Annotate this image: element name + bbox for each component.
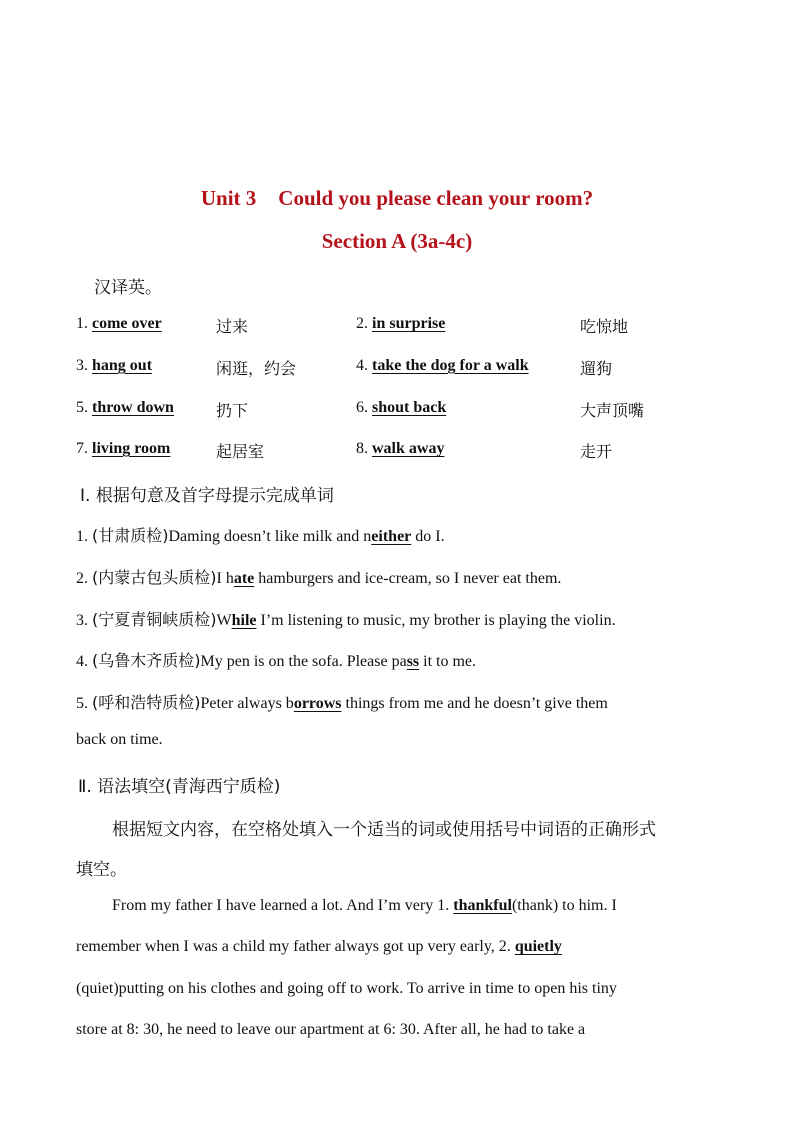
- unit-label: Unit 3: [200, 186, 257, 210]
- vocab-item: 4. take the dog for a walk: [356, 357, 529, 374]
- vocab-answer: throw down: [92, 399, 174, 416]
- vocab-item: 3. hang out: [76, 357, 153, 374]
- unit-title: [0, 186, 794, 211]
- passage-line: remember when I was a child my father always got up very early, 2. quietly: [76, 938, 562, 955]
- vocab-meaning: 走开: [580, 442, 613, 461]
- vocab-item: 1. come over: [76, 315, 162, 332]
- question-4: 4. (乌鲁木齐质检)My pen is on the sofa. Please pass it to me.: [76, 651, 477, 670]
- part2-heading: Ⅱ. 语法填空(青海西宁质检): [78, 777, 281, 797]
- question-5: 5. (呼和浩特质检)Peter always borrows things from me and he doesn’t give them: [76, 693, 608, 712]
- vocab-answer: shout back: [372, 399, 447, 416]
- answer: either: [371, 528, 412, 545]
- passage-line: From my father I have learned a lot. And I’m very 1. thankful(thank) to him. I: [112, 897, 617, 914]
- question-3: 3. (宁夏青铜峡质检)While I’m listening to music, my brother is playing the violin.: [76, 610, 616, 629]
- vocab-item: 6. shout back: [356, 399, 447, 416]
- passage-line: store at 8: 30, he need to leave our apartment at 6: 30. After all, he had to take a: [76, 1021, 586, 1038]
- vocab-meaning: 起居室: [216, 442, 265, 461]
- question-2: 2. (内蒙古包头质检)I hate hamburgers and ice-cream, so I never eat them.: [76, 568, 562, 587]
- vocab-answer: living room: [92, 440, 171, 457]
- vocab-answer: walk away: [372, 440, 445, 457]
- vocab-meaning: 扔下: [216, 401, 249, 420]
- vocab-item: 5. throw down: [76, 399, 174, 416]
- passage-line: (quiet)putting on his clothes and going off to work. To arrive in time to open his tiny: [76, 980, 617, 997]
- answer: hile: [231, 612, 257, 629]
- vocab-meaning: 吃惊地: [580, 317, 629, 336]
- answer: orrows: [293, 695, 342, 712]
- unit-question: Could you please clean your room?: [278, 186, 594, 210]
- question-5-continued: back on time.: [76, 731, 163, 748]
- vocab-item: 8. walk away: [356, 440, 445, 457]
- answer: ss: [406, 653, 420, 670]
- vocab-heading: 汉译英。: [94, 278, 162, 298]
- vocab-item: 2. in surprise: [356, 315, 446, 332]
- question-1: 1. (甘肃质检)Daming doesn’t like milk and neither do I.: [76, 526, 445, 545]
- vocab-item: 7. living room: [76, 440, 171, 457]
- vocab-answer: in surprise: [372, 315, 446, 332]
- answer: thankful: [453, 897, 512, 914]
- vocab-answer: come over: [92, 315, 162, 332]
- vocab-meaning: 过来: [216, 317, 249, 336]
- vocab-answer: hang out: [92, 357, 153, 374]
- part2-instruction-continued: 填空。: [76, 860, 127, 880]
- vocab-answer: take the dog for a walk: [372, 357, 529, 374]
- answer: ate: [233, 570, 255, 587]
- part1-heading: Ⅰ. 根据句意及首字母提示完成单词: [80, 486, 334, 506]
- section-title: Section A (3a-4c): [321, 229, 473, 253]
- answer: quietly: [514, 938, 562, 955]
- vocab-meaning: 遛狗: [580, 359, 613, 378]
- vocab-meaning: 大声顶嘴: [580, 401, 645, 420]
- part2-instruction: 根据短文内容，在空格处填入一个适当的词或使用括号中词语的正确形式: [112, 820, 656, 840]
- vocab-meaning: 闲逛，约会: [216, 359, 297, 378]
